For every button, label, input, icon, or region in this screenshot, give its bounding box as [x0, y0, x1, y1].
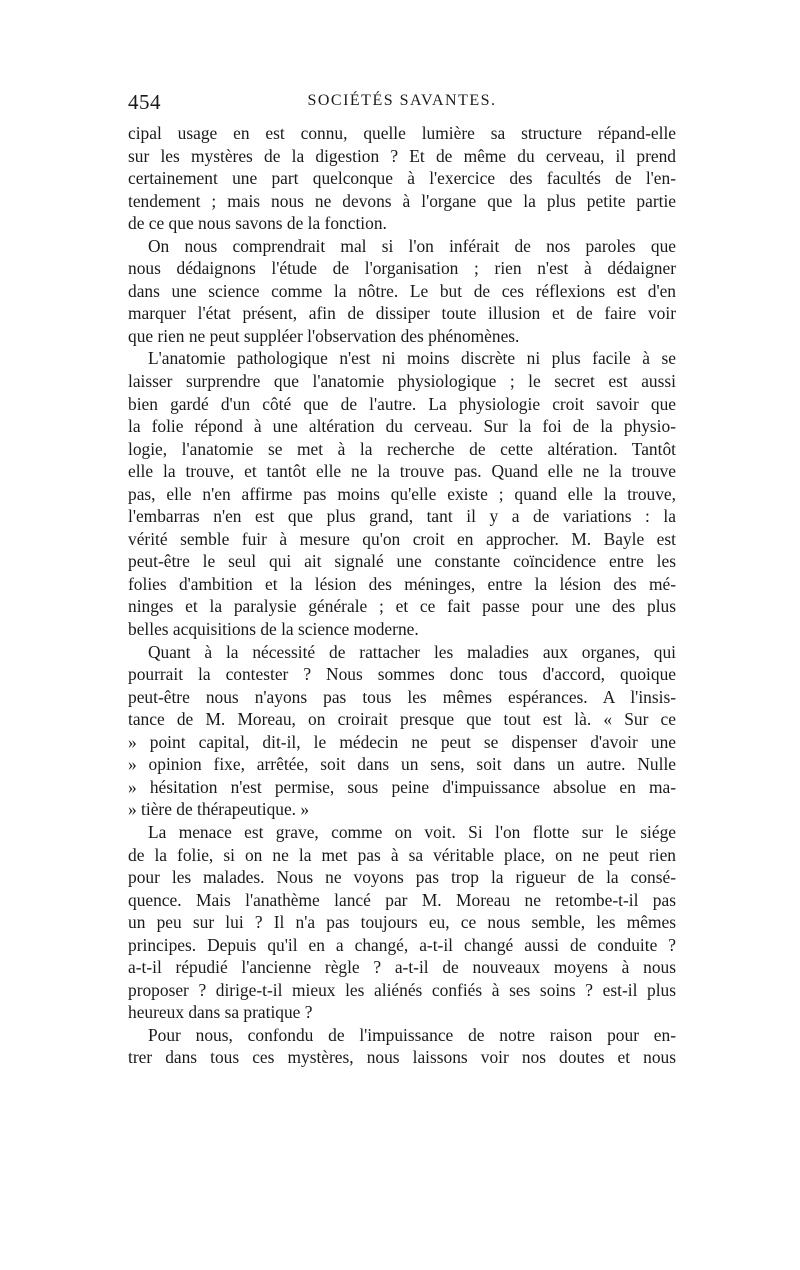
page-header — [128, 90, 676, 120]
text-line: marquer l'état présent, afin de dissiper toute illusion et de faire voir — [128, 303, 676, 324]
text-line: ninges et la paralysie générale ; et ce fait passe pour une des plus — [128, 596, 676, 617]
text-line: que rien ne peut suppléer l'observation des phénomènes. — [128, 325, 520, 346]
text-line: tance de M. Moreau, on croirait presque que tout est là. « Sur ce — [128, 709, 676, 730]
text-line: de la folie, si on ne la met pas à sa véritable place, on ne peut rien — [128, 844, 676, 865]
text-line: de ce que nous savons de la fonction. — [128, 213, 387, 234]
text-line: laisser surprendre que l'anatomie physiologique ; le secret est aussi — [128, 371, 676, 392]
text-line: l'embarras n'en est que plus grand, tant il y a de variations : la — [128, 506, 676, 527]
text-line: certainement une part quelconque à l'exercice des facultés de l'en- — [128, 168, 676, 189]
text-line: belles acquisitions de la science moderne. — [128, 619, 419, 640]
text-line: bien gardé d'un côté que de l'autre. La physiologie croit savoir que — [128, 393, 676, 414]
text-line: elle la trouve, et tantôt elle ne la trouve pas. Quand elle ne la trouve — [128, 461, 676, 482]
text-line: principes. Depuis qu'il en a changé, a-t-il changé aussi de conduite ? — [128, 934, 676, 955]
text-line: cipal usage en est connu, quelle lumière sa structure répand-elle — [128, 123, 676, 143]
text-line: vérité semble fuir à mesure qu'on croit en approcher. M. Bayle est — [128, 528, 676, 549]
text-line: proposer ? dirige-t-il mieux les aliénés confiés à ses soins ? est-il plus — [128, 979, 676, 1000]
text-line: dans une science comme la nôtre. Le but de ces réflexions est d'en — [128, 280, 676, 301]
text-line: la folie répond à une altération du cerveau. Sur la foi de la physio- — [128, 416, 676, 437]
page-number: 454 — [128, 90, 161, 114]
text-line: peut-être le seul qui ait signalé une constante coïncidence entre les — [128, 551, 676, 572]
text-line: L'anatomie pathologique n'est ni moins discrète ni plus facile à se — [148, 348, 676, 369]
text-line: » opinion fixe, arrêtée, soit dans un sens, soit dans un autre. Nulle — [128, 754, 676, 775]
text-line: Quant à la nécessité de rattacher les maladies aux organes, qui — [148, 641, 676, 662]
text-line: sur les mystères de la digestion ? Et de même du cerveau, il prend — [128, 145, 676, 166]
text-line: pas, elle n'en affirme pas moins qu'elle existe ; quand elle la trouve, — [128, 483, 676, 504]
text-line: On nous comprendrait mal si l'on inférait de nos paroles que — [148, 235, 676, 256]
text-line: a-t-il répudié l'ancienne règle ? a-t-il de nouveaux moyens à nous — [128, 957, 676, 978]
text-line: heureux dans sa pratique ? — [128, 1002, 313, 1023]
text-line: tendement ; mais nous ne devons à l'organe que la plus petite partie — [128, 190, 676, 211]
text-line: » hésitation n'est permise, sous peine d'impuissance absolue en ma- — [128, 776, 676, 797]
body-text — [128, 122, 676, 1069]
text-line: Pour nous, confondu de l'impuissance de notre raison pour en- — [148, 1024, 676, 1045]
text-line: La menace est grave, comme on voit. Si l'on flotte sur le siége — [148, 821, 676, 842]
text-line: » point capital, dit-il, le médecin ne peut se dispenser d'avoir une — [128, 731, 676, 752]
text-line: quence. Mais l'anathème lancé par M. Moreau ne retombe-t-il pas — [128, 889, 676, 910]
running-title: SOCIÉTÉS SAVANTES. — [307, 92, 497, 109]
text-line: pour les malades. Nous ne voyons pas trop la rigueur de la consé- — [128, 867, 676, 888]
text-line: peut-être nous n'ayons pas tous les mêmes espérances. A l'insis- — [128, 686, 676, 707]
text-line: un peu sur lui ? Il n'a pas toujours eu, ce nous semble, les mêmes — [128, 912, 676, 933]
text-line: logie, l'anatomie se met à la recherche de cette altération. Tantôt — [128, 438, 676, 459]
text-line: pourrait la contester ? Nous sommes donc tous d'accord, quoique — [128, 664, 676, 685]
text-line: folies d'ambition et la lésion des méninges, entre la lésion des mé- — [128, 573, 676, 594]
text-line: » tière de thérapeutique. » — [128, 799, 310, 820]
text-line: trer dans tous ces mystères, nous laissons voir nos doutes et nous — [128, 1047, 676, 1068]
text-line: nous dédaignons l'étude de l'organisation ; rien n'est à dédaigner — [128, 258, 676, 279]
